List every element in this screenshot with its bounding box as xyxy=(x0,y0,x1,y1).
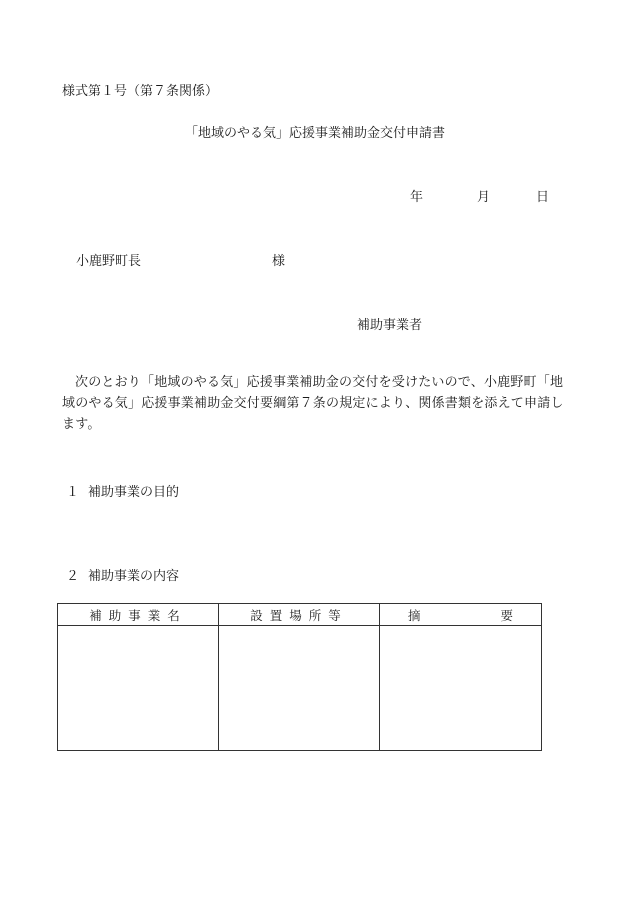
header-installation-location: 設置場所等 xyxy=(219,604,380,626)
cell-project-name[interactable] xyxy=(58,626,219,751)
header-remarks xyxy=(380,604,542,626)
table-header-row xyxy=(58,604,542,626)
section-number: １ xyxy=(66,485,80,500)
section-purpose xyxy=(66,481,179,500)
section-label: 補助事業の内容 xyxy=(88,569,180,584)
header-project-name: 補助事業名 xyxy=(58,604,219,626)
table-row xyxy=(58,626,542,751)
section-label: 補助事業の目的 xyxy=(88,485,180,500)
date-month-label: 月 xyxy=(477,190,491,205)
date-year-label: 年 xyxy=(410,190,424,205)
cell-remarks[interactable] xyxy=(380,626,542,751)
project-content-table xyxy=(57,603,542,751)
addressee-honorific: 様 xyxy=(272,254,286,269)
section-number: ２ xyxy=(66,569,80,584)
cell-installation-location[interactable] xyxy=(219,626,380,751)
form-number: 様式第１号（第７条関係） xyxy=(62,84,219,99)
document-title: 「地域のやる気」応援事業補助金交付申請書 xyxy=(184,126,445,141)
application-body-text: 次のとおり「地域のやる気」応援事業補助金の交付を受けたいので、小鹿野町「地域のやる気」応援事業補助金交付要綱第７条の規定により、関係書類を添えて申請します。 xyxy=(62,375,564,432)
section-content xyxy=(66,565,179,584)
remarks-header-part: 摘 xyxy=(407,607,421,623)
remarks-header-part: 要 xyxy=(500,607,514,623)
applicant-label: 補助事業者 xyxy=(357,318,423,333)
date-day-label: 日 xyxy=(536,190,550,205)
addressee-name: 小鹿野町長 xyxy=(76,254,142,269)
